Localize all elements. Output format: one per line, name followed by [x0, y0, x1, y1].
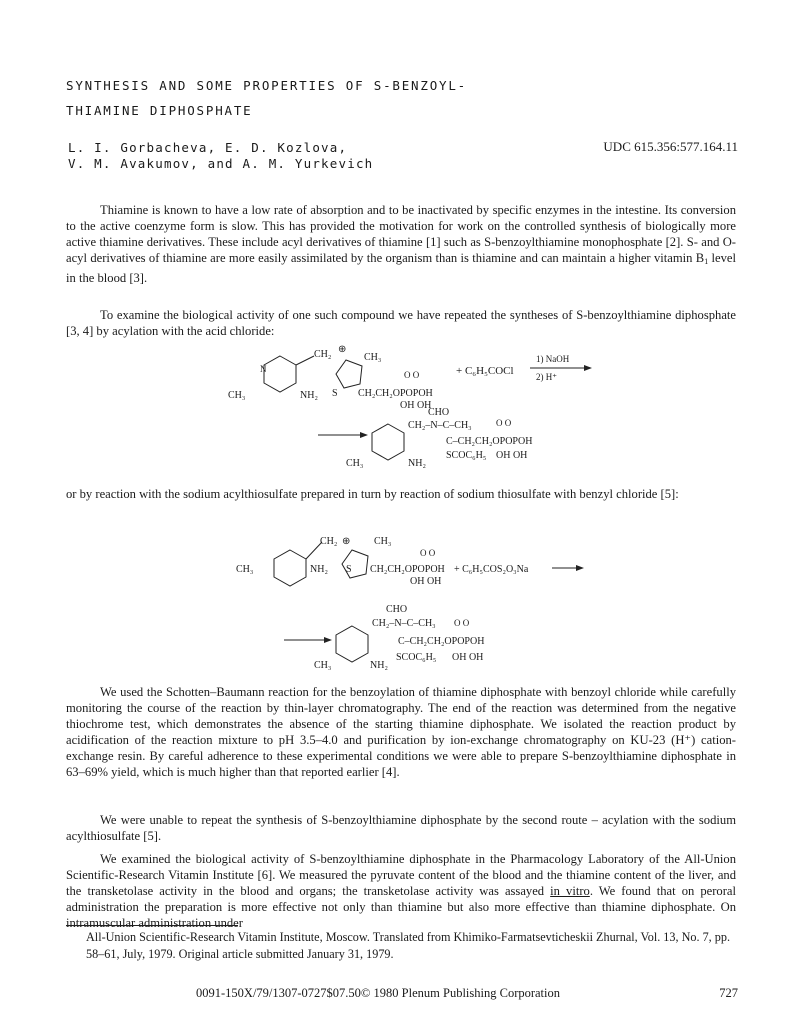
r1-prod-nh2: NH₂ [408, 458, 426, 469]
copyright-footer: 0091-150X/79/1307-0727$07.50© 1980 Plenum Publishing Corporation [196, 986, 561, 1000]
paragraph-acylation: To examine the biological activity of one such compound we have repeated the syntheses of S-benzoylthiamine diphosphate [3, 4] by acylation with the acid chloride: [66, 308, 736, 338]
footnote-divider [66, 925, 238, 926]
r1-prod-ohoh: OH OH [496, 450, 528, 461]
page-number: 727 [719, 986, 738, 1000]
r2-nh2-label: NH₂ [310, 564, 328, 575]
r2-product-pyrimidine [336, 626, 368, 662]
r1-n-plus-label: ⊕ [338, 344, 347, 355]
r1-prod-oo: O O [496, 418, 512, 428]
r1-s-label: S [332, 388, 338, 399]
r2-prod-chain2: C–CH₂CH₂OPOPOH [398, 636, 485, 647]
r1-cond1-label: 1) NaOH [536, 354, 570, 364]
r1-chain-label: CH₂CH₂OPOPOH [358, 388, 433, 399]
paragraph-schotten-baumann: We used the Schotten–Baumann reaction for the benzoylation of thiamine diphosphate with benzoyl chloride while carefully monitoring the course of the reaction by thin-layer chromatography. The end of the reaction was determined from the negative thiochrome test, which demonstrates the absence of the starting thiamine diphosphate. We isolated the reaction product by acidification of the reaction mixture to pH 3.5–4.0 and purification by ion-exchange chromatography on KU-23 (H⁺) cation-exchange resin. By careful adherence to these experimental conditions we were able to prepare S-benzoylthiamine diphosphate in 63–69% yield, which is much higher than that reported earlier [4]. [66, 685, 736, 779]
r2-pyrimidine-ring [274, 550, 306, 586]
r1-ch2-label: CH₂ [314, 349, 332, 360]
article-title-line-1: SYNTHESIS AND SOME PROPERTIES OF S-BENZOYL- [66, 78, 468, 93]
r2-n-plus-label: ⊕ [342, 536, 351, 547]
r1-cond2-label: 2) H⁺ [536, 372, 557, 382]
in-vitro-term: in vitro [550, 884, 590, 898]
r2-ohoh-label: OH OH [410, 576, 442, 587]
paragraph-intro-end: level in the blood [3]. [66, 251, 737, 285]
paragraph-biological-activity [66, 851, 736, 931]
r2-prod-scoc: SCOC₆H₅ [396, 652, 437, 663]
r2-prod-cho: CHO [386, 604, 408, 615]
r2-prod-oo: O O [454, 618, 470, 628]
r1-product-pyrimidine [372, 424, 404, 460]
footnote: All-Union Scientific-Research Vitamin Institute, Moscow. Translated from Khimiko-Farmatsevticheskii Zhurnal, Vol. 13, No. 7, pp. 58–61, July, 1979. Original article submitted January 31, 1979. [86, 930, 730, 961]
r2-ch3-top-label: CH₃ [374, 536, 392, 547]
r1-prod-scoc: SCOC₆H₅ [446, 450, 487, 461]
r1-nh2-label: NH₂ [300, 390, 318, 401]
udc-code: UDC 615.356:577.164.11 [603, 139, 738, 154]
authors-line-1: L. I. Gorbacheva, E. D. Kozlova, [68, 140, 348, 155]
authors-line-2: V. M. Avakumov, and A. M. Yurkevich [68, 156, 374, 171]
reaction-scheme-2 [230, 522, 630, 672]
r1-ch3-top-label: CH₃ [364, 352, 382, 363]
pyrimidine-ring [264, 356, 296, 392]
paragraph-biological-activity-b: . We found that on peroral administration the preparation is more effective not only than thiamine but also more effective than thiamine diphosphate. On intramuscular administration under [66, 884, 736, 930]
r1-prod-cho: CHO [428, 407, 450, 418]
paragraph-thiosulfate: or by reaction with the sodium acylthiosulfate prepared in turn by reaction of sodium thiosulfate with benzyl chloride [5]: [66, 487, 679, 501]
r1-prod-ch3: CH₃ [346, 458, 364, 469]
paragraph-intro-text: Thiamine is known to have a low rate of absorption and to be inactivated by specific enzymes in the intestine. Its conversion to the active coenzyme form is slow. This has provided the motivation for work on the controlled synthesis of biologically more active thiamine derivatives. These include acyl derivatives of thiamine [1] such as S-benzoylthiamine monophosphate [2]. S- and O-acyl derivatives of thiamine are more easily assimilated by the organism than is thiamine and can maintain a higher vitamin B [66, 203, 736, 265]
thiazole-ring [336, 360, 362, 388]
r2-prod-ch3: CH₃ [314, 660, 332, 671]
r1-prod-chain2: C–CH₂CH₂OPOPOH [446, 436, 533, 447]
r2-prod-nh2: NH₂ [370, 660, 388, 671]
r2-prod-chain1: CH₂–N–C–CH₃ [372, 618, 436, 629]
paragraph-intro [66, 202, 736, 286]
r2-s-label: S [346, 564, 352, 575]
vitamin-subscript: 1 [704, 257, 709, 266]
r2-oo-label: O O [420, 548, 436, 558]
r2-chain-label: CH₂CH₂OPOPOH [370, 564, 445, 575]
r2-prod-ohoh: OH OH [452, 652, 484, 663]
r2-reagent-label: + C₆H₅COS₂O₃Na [454, 564, 529, 575]
r2-ch2-label: CH₂ [320, 536, 338, 547]
article-title-line-2: THIAMINE DIPHOSPHATE [66, 103, 253, 118]
r1-ohoh-label: OH OH [400, 400, 432, 411]
reaction-scheme-1 [220, 338, 700, 480]
r1-n-label: N [260, 364, 267, 374]
r1-prod-chain1: CH₂–N–C–CH₃ [408, 420, 472, 431]
paragraph-biological-activity-a: We examined the biological activity of S-benzoylthiamine diphosphate in the Pharmacology Laboratory of the All-Union Scientific-Research Vitamin Institute [6]. We measured the pyruvate content of the blood and the thiamine content of the liver, and the transketolase activity in the blood and organs; the transketolase activity was assayed [66, 852, 736, 898]
paragraph-second-route: We were unable to repeat the synthesis of S-benzoylthiamine diphosphate by the second route – acylation with the sodium acylthiosulfate [5]. [66, 813, 736, 843]
r1-ch3-left-label: CH₃ [228, 390, 246, 401]
r1-oo-label: O O [404, 370, 420, 380]
r2-ch3-left-label: CH₃ [236, 564, 254, 575]
r1-reagent-label: + C₆H₅COCl [456, 365, 514, 377]
